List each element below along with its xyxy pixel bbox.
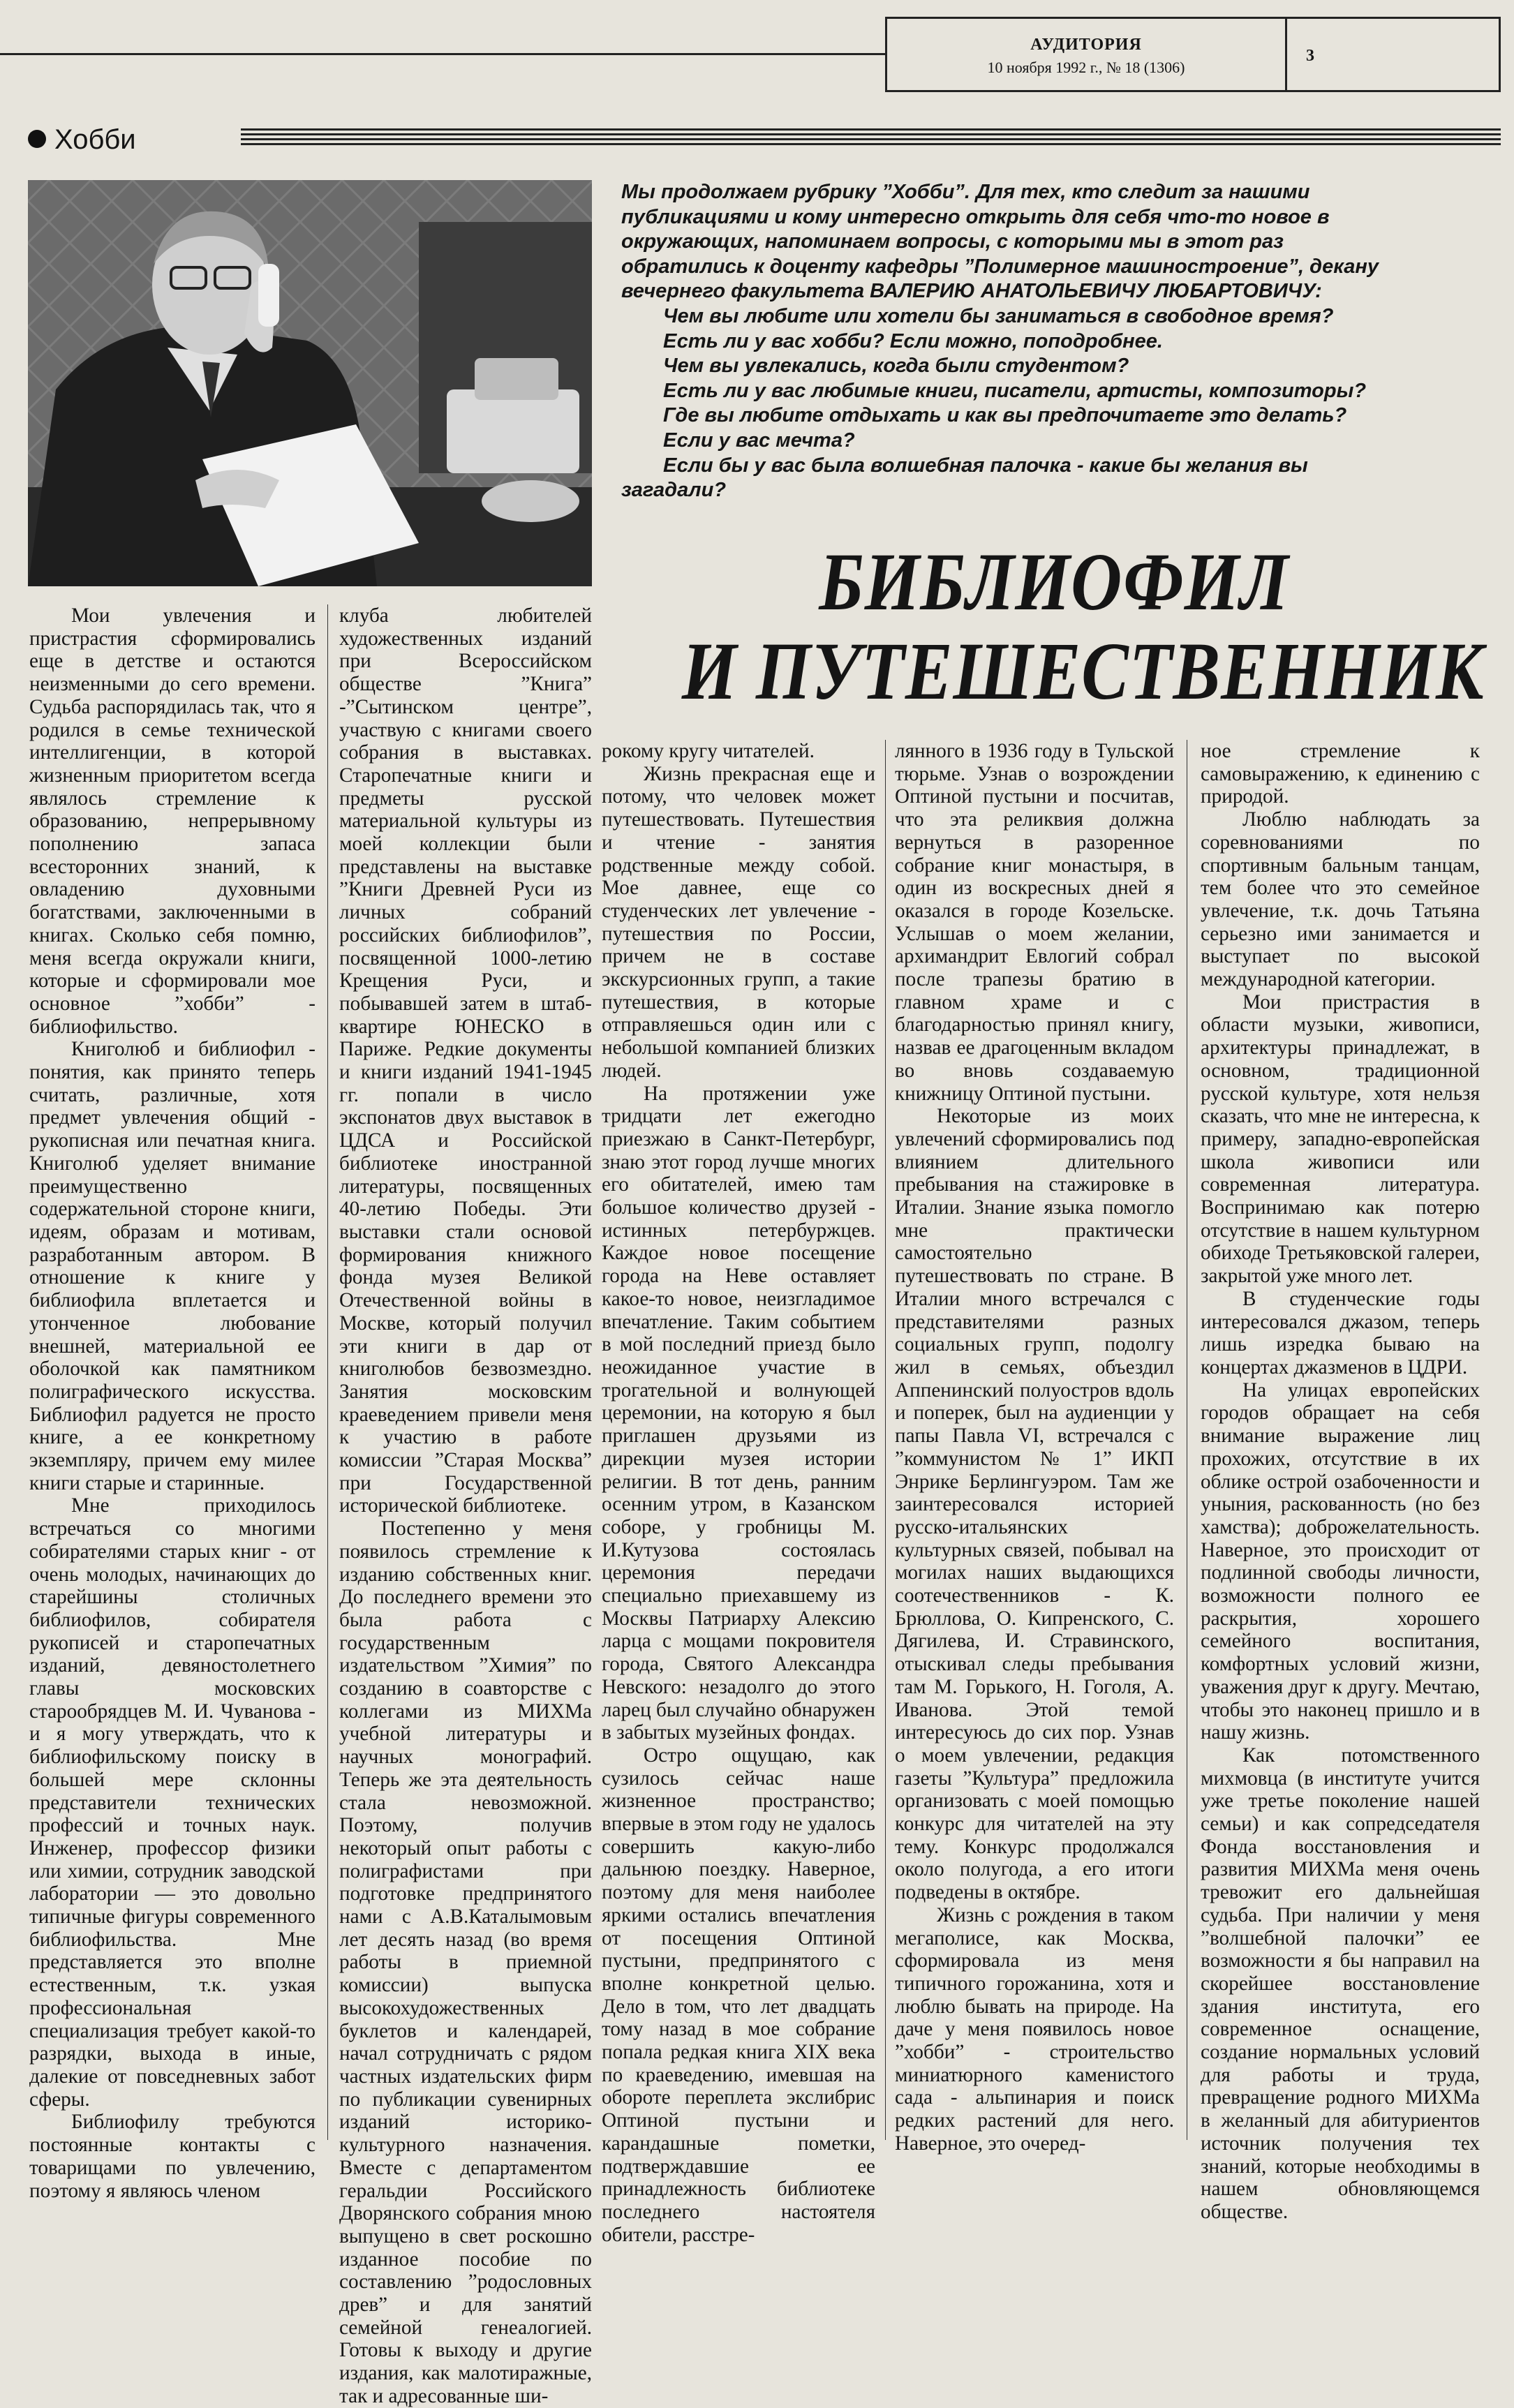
article-paragraph: Некоторые из моих увлечений сформировались под влиянием длительного пребывания на стажировке в Италии. Знание языка помогло мне практически самостоятельно путешествовать по стране. В Италии много встречался с представителями разных социальных групп, подолгу жил в семьях, объездил Аппенинский полуостров вдоль и поперек, был на аудиенции у папы Павла VI, встречался с ”коммунистом № 1” ИКП Энрике Берлингуэром. Там же заинтересовался историей русско-итальянских культурных связей, побывал на могилах наших выдающихся соотечественников - К. Брюллова, О. Кипренского, С. Дягилева, И. Стравинского, отыскивал следы пребывания там М. Горького, Н. Гоголя, А. Иванова. Этой темой интересуюсь до сих пор. Узнав о моем увлечении, редакция газеты ”Культура” предложила организовать с моей помощью конкурс для читателей на эту тему. Конкурс продолжался около полугода, а его итоги подведены в октябре.: [895, 1105, 1174, 1904]
headline: [681, 536, 1485, 717]
lead-question: Если бы у вас была волшебная палочка - какие бы желания вы загадали?: [621, 454, 1308, 502]
article-paragraph: Остро ощущаю, как сузилось сейчас наше жизненное пространство; впервые в этом году не удалось совершить какую-либо дальнюю поездку. Наверное, поэтому для меня наиболее яркими остались впечатления от посещения Оптиной пустыни, предпринятого с вполне конкретной целью. Дело в том, что лет двадцать тому назад в мое собрание попала редкая книга XIX века по краеведению, имевшая на обороте переплета экслибрис Оптиной пустыни и карандашные пометки, подтверждавшие ее принадлежность библиотеке последнего настоятеля обители, расстре-: [602, 1744, 875, 2246]
headline-line-1: БИБЛИОФИЛ: [819, 536, 1289, 627]
article-column-3: [602, 740, 875, 2246]
rubric-rule: [241, 128, 1501, 147]
article-paragraph: лянного в 1936 году в Тульской тюрьме. Узнав о возрождении Оптиной пустыни и посчитав, что эта реликвия должна вернуться в разоренное собрание книг монастыря, в один из воскресных дней я оказался в городе Козельске. Услышав о моем желании, архимандрит Евлогий собрал после трапезы братию в главном храме и с благодарностью принял книгу, назвав ее драгоценным вкладом во вновь создаваемую книжницу Оптиной пустыни.: [895, 740, 1174, 1105]
article-paragraph: Жизнь прекрасная еще и потому, что человек может путешествовать. Путешествия и чтение - занятия родственные между собой. Мое давнее, еще со студенческих лет увлечение - путешествия по России, причем не в составе экскурсионных групп, а такие путешествия, в которые отправляешься один или с небольшой компанией близких людей.: [602, 762, 875, 1082]
article-paragraph: Библиофилу требуются постоянные контакты с товарищами по увлечению, поэтому я являюсь членом: [29, 2111, 316, 2202]
article-paragraph: Постепенно у меня появилось стремление к изданию собственных книг. До последнего времени это была работа с государственным издательством ”Химия” по созданию в соавторстве с коллегами из МИХМа учебной литературы и научных монографий. Теперь же эта деятельность стала невозможной. Поэтому, получив некоторый опыт работы с полиграфистами при подготовке предпринятого нами с А.В.Каталымовым лет десять назад (во время работы в приемной комиссии) выпуска высокохудожественных буклетов и календарей, начал сотрудничать с рядом частных издательских фирм по публикации сувенирных изданий историко-культурного назначения. Вместе с департаментом геральдии Российского Дворянского собрания мною выпущено в свет роскошно изданное пособие по составлению ”родословных древ” и для занятий семейной генеалогией. Готовы к выходу и другие издания, как малотиражные, так и адресованные ши-: [339, 1517, 592, 2407]
article-column-2: [339, 604, 592, 2408]
article-paragraph: ное стремление к самовыражению, к единению с природой.: [1201, 740, 1480, 808]
article-paragraph: Мне приходилось встречаться со многими собирателями старых книг - от очень молодых, начинающих до старейшины столичных библиофилов, собирателя рукописей и старопечатных изданий, девяностолетнего главы московских старообрядцев М. И. Чуванова - и я могу утверждать, что к библиофильскому поиску в большей мере склонны представители технических профессий и точных наук. Инженер, профессор физики или химии, сотрудник заводской лаборатории — это довольно типичные фигуры современного библиофильства. Мне представляется это вполне естественным, т.к. узкая профессиональная специализация требует какой-то разрядки, выхода в иные, далекие от повседневных забот сферы.: [29, 1494, 316, 2111]
article-column-5: [1201, 740, 1480, 2224]
lead-question: Где вы любите отдыхать и как вы предпочитаете это делать?: [663, 404, 1347, 427]
masthead: [885, 17, 1501, 92]
article-paragraph: Люблю наблюдать за соревнованиями по спортивным бальным танцам, тем более что это семейное увлечение, т.к. дочь Татьяна серьезно ими занимается и выступает по высокой международной категории.: [1201, 808, 1480, 991]
lead-question: Чем вы увлекались, когда были студентом?: [663, 355, 1129, 378]
article-paragraph: Мои увлечения и пристрастия сформировались еще в детстве и остаются неизменными до сего времени. Судьба распорядилась так, что я родился в семье технической интеллигенции, в которой жизненным приоритетом всегда являлось стремление к образованию, непрерывному пополнению запаса всесторонних знаний, к овладению духовными богатствами, заключенными в книгах. Сколько себя помню, меня всегда окружали книги, которые и сформировали мое основное ”хобби” - библиофильство.: [29, 604, 316, 1038]
issue-date: 10 ноября 1992 г., № 18 (1306): [987, 59, 1185, 76]
page-number: 3: [1306, 47, 1314, 65]
lead-question: Есть ли у вас любимые книги, писатели, артисты, композиторы?: [663, 379, 1367, 402]
top-rule: [0, 53, 885, 55]
article-paragraph: клуба любителей художественных изданий при Всероссийском обществе ”Книга” -”Сытинском центре”, участвую с книгами своего собрания в выставках. Старопечатные книги и предметы русской материальной культуры из моей коллекции были представлены на выставке ”Книги Древней Руси из личных собраний российских библиофилов”, посвященной 1000-летию Крещения Руси, и побывавшей затем в штаб-квартире ЮНЕСКО в Париже. Редкие документы и книги изданий 1941-1945 гг. попали в число экспонатов двух выставок в ЦДСА и Российской библиотеке иностранной литературы, посвященных 40-летию Победы. Эти выставки стали основой формирования книжного фонда музея Великой Отечественной войны в Москве, который получил эти книги в дар от книголюбов безвозмездно. Занятия московским краеведением привели меня к участию в работе комиссии ”Старая Москва” при Государственной исторической библиотеке.: [339, 604, 592, 1517]
lead-question: Чем вы любите или хотели бы заниматься в свободное время?: [663, 304, 1334, 327]
newspaper-name: АУДИТОРИЯ: [1030, 36, 1142, 54]
lead-question: Если у вас мечта?: [663, 429, 855, 452]
masthead-box: [887, 19, 1287, 90]
article-paragraph: Жизнь с рождения в таком мегаполисе, как Москва, сформировала из меня типичного горожанина, хотя и люблю бывать на природе. На даче у меня появилось новое ”хобби” - строительство миниатюрного каменистого сада - альпинария и поиск редких растений для него. Наверное, это очеред-: [895, 1903, 1174, 2155]
article-paragraph: В студенческие годы интересовался джазом, теперь лишь изредка бываю на концертах джазменов в ЦДРИ.: [1201, 1287, 1480, 1378]
column-rule: [885, 740, 886, 2140]
lead-question: Есть ли у вас хобби? Если можно, поподробнее.: [663, 329, 1163, 352]
article-paragraph: Книголюб и библиофил - понятия, как принято теперь считать, различные, хотя предмет увлечения общий - рукописная или печатная книга. Книголюб уделяет внимание преимущественно содержательной стороне книги, идеям, образам и мотивам, разработанным автором. В отношение к книге у библиофила вплетается и утонченное любование внешней, материальной ее оболочкой как памятником полиграфического искусства. Библиофил радуется не просто книге, а ее конкретному экземпляру, причем ему милее книги старые и старинные.: [29, 1038, 316, 1494]
lead-intro: [621, 180, 1410, 503]
headline-line-2: И ПУТЕШЕСТВЕННИК: [681, 625, 1485, 717]
rubric-label: Хобби: [54, 124, 136, 155]
article-column-4: [895, 740, 1174, 2155]
article-paragraph: На протяжении уже тридцати лет ежегодно приезжаю в Санкт-Петербург, знаю этот город лучше многих его обитателей, имею там большое количество друзей - истинных петербуржцев. Каждое новое посещение города на Неве оставляет какое-то новое, неизгладимое впечатление. Таким событием в мой последний приезд было неожиданное участие в трогательной и волнующей церемонии, на которую я был приглашен друзьями из дирекции музея истории религии. В тот день, ранним осенним утром, в Казанском соборе, у гробницы М. И.Кутузова состоялась церемония передачи специально приехавшему из Москвы Патриарху Алексию ларца с мощами покровителя города, Святого Александра Невского: незадолго до этого ларец был случайно обнаружен в забытых музейных фондах.: [602, 1082, 875, 1744]
photo-illustration: [28, 180, 592, 586]
article-paragraph: Как потомственного михмовца (в институте учится уже третье поколение нашей семьи) и как сопредседателя Фонда восстановления и развития МИХМа меня очень тревожит его дальнейшая судьба. При наличии у меня ”волшебной палочки” ее возможности я бы направил на скорейшее восстановление здания института, его современное оснащение, создание нормальных условий для работы и труда, превращение родного МИХМа в желанный для абитуриентов источник получения тех знаний, которые необходимы в нашем обновляющемся обществе.: [1201, 1744, 1480, 2223]
rubric: [28, 124, 136, 156]
article-paragraph: Мои пристрастия в области музыки, живописи, архитектуры принадлежат, в основном, традиционной русской культуре, хотя нельзя сказать, что мне не интересна, к примеру, западно-европейская школа живописи или современная литература. Воспринимаю как потерю отсутствие в нашем культурном обиходе Третьяковской галереи, закрытой уже много лет.: [1201, 990, 1480, 1288]
article-column-1: [29, 604, 316, 2202]
column-rule: [327, 604, 328, 2140]
article-paragraph: рокому кругу читателей.: [602, 740, 815, 762]
bullet-icon: [28, 130, 46, 148]
lead-intro-text: Мы продолжаем рубрику ”Хобби”. Для тех, кто следит за нашими публикациями и кому интересно открыть для себя что-то новое в окружающих, напоминаем вопросы, с которыми мы в этот раз обратились к доценту кафедры ”Полимерное машиностроение”, декану вечернего факультета ВАЛЕРИЮ АНАТОЛЬЕВИЧУ ЛЮБАРТОВИЧУ:: [621, 181, 1379, 303]
photo-portrait: [28, 180, 592, 586]
article-paragraph: На улицах европейских городов обращает на себя внимание выражение лиц прохожих, отсутствие в их облике острой озабоченности и уныния, раскованность (но без хамства); доброжелательность. Наверное, это происходит от подлинной свободы личности, возможности полного ее раскрытия, хорошего семейного воспитания, комфортных условий жизни, уважения друг к другу. Мечтаю, чтобы это наконец пришло и в нашу жизнь.: [1201, 1378, 1480, 1744]
